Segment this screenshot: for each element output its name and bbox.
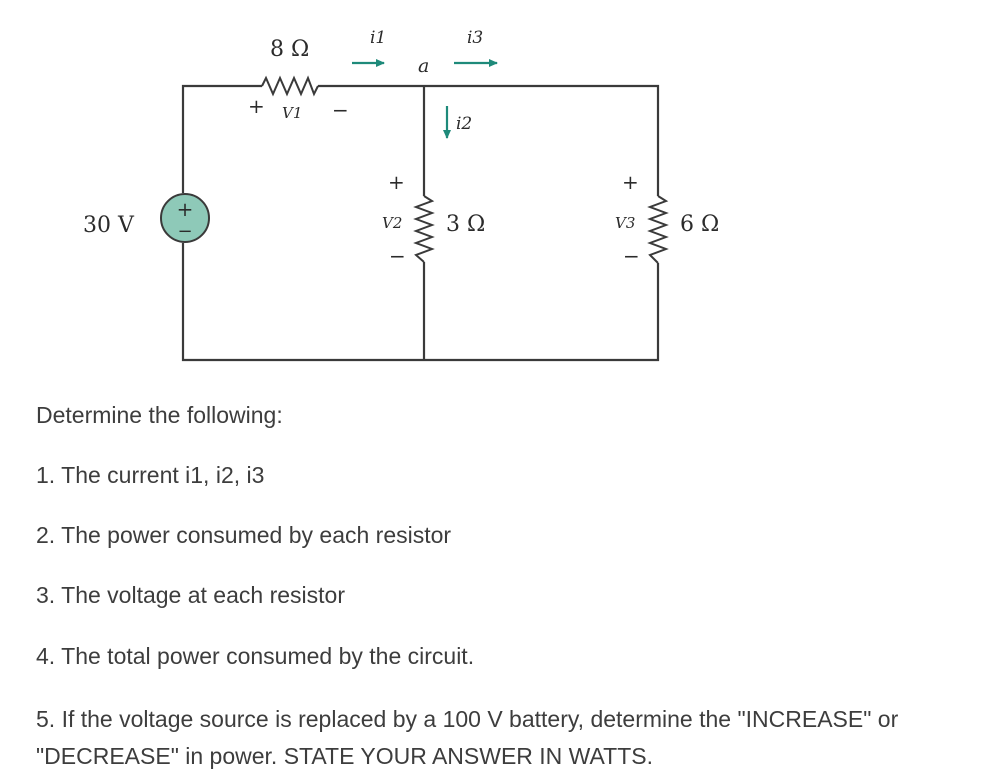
wire-top-right <box>318 86 658 196</box>
i1-label: i1 <box>370 28 387 48</box>
wires <box>183 86 658 360</box>
v1-label: V1 <box>282 104 303 122</box>
v3-label: V3 <box>615 214 636 232</box>
r1-value-label: 8 Ω <box>270 37 310 62</box>
v1-minus: − <box>332 98 349 122</box>
source-voltage-label: 30 V <box>83 213 134 238</box>
v3-plus: + <box>622 170 639 194</box>
v2-minus: − <box>389 244 406 268</box>
i3-label: i3 <box>467 28 484 48</box>
v3-minus: − <box>623 244 640 268</box>
voltage-source <box>161 194 209 242</box>
resistor-3-ohm <box>416 196 432 262</box>
v2-label: V2 <box>382 214 403 232</box>
node-a-label: a <box>418 55 430 77</box>
question-1: 1. The current i1, i2, i3 <box>36 462 265 488</box>
resistor-6-ohm <box>650 196 666 263</box>
question-3: 3. The voltage at each resistor <box>36 582 345 608</box>
v2-plus: + <box>388 170 405 194</box>
source-minus: − <box>177 221 193 242</box>
r2-value-label: 3 Ω <box>446 212 486 237</box>
question-4: 4. The total power consumed by the circuit. <box>36 643 475 669</box>
question-2: 2. The power consumed by each resistor <box>36 522 452 548</box>
circuit-diagram <box>0 0 984 390</box>
wire-bottom <box>183 243 658 360</box>
resistor-8-ohm <box>262 78 318 94</box>
source-plus: + <box>176 197 194 221</box>
v1-plus: + <box>248 94 265 118</box>
r3-value-label: 6 Ω <box>680 212 720 237</box>
i2-label: i2 <box>456 114 473 134</box>
question-5: 5. If the voltage source is replaced by a 100 V battery, determine the "INCREASE" or "DECREASE" in power. STATE YOUR ANSWER IN WATTS. <box>36 706 899 769</box>
question-intro: Determine the following: <box>36 402 283 428</box>
